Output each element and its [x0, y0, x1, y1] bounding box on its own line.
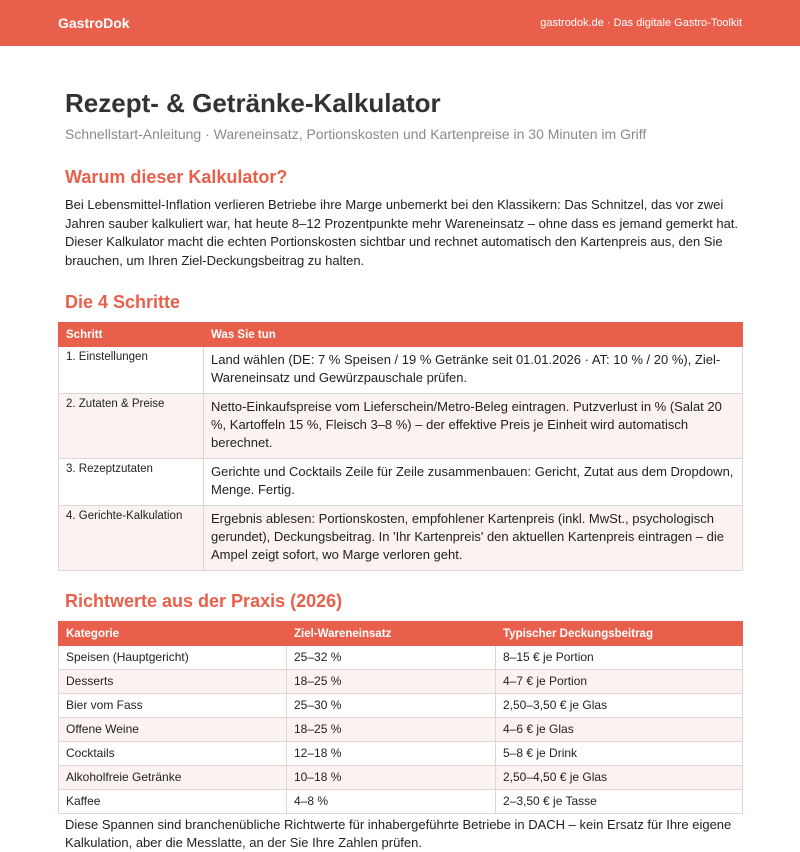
step-cell: 4. Gerichte-Kalkulation [59, 506, 204, 571]
section-heading-why: Warum dieser Kalkulator? [65, 167, 288, 187]
step-cell: 2. Zutaten & Preise [59, 394, 204, 459]
section-heading-reference: Richtwerte aus der Praxis (2026) [65, 591, 343, 611]
column-header-target: Ziel-Wareneinsatz [287, 622, 496, 646]
margin-cell: 4–7 € je Portion [496, 670, 743, 694]
reference-table-header [59, 622, 743, 646]
brand-logo[interactable]: GastroDok [58, 15, 130, 31]
step-cell: 3. Rezeptzutaten [59, 459, 204, 506]
column-header-step: Schritt [59, 323, 204, 347]
steps-table [58, 322, 743, 571]
target-cell: 4–8 % [287, 790, 496, 814]
target-cell: 25–30 % [287, 694, 496, 718]
category-cell: Cocktails [59, 742, 287, 766]
reference-footnote: Diese Spannen sind branchenübliche Richtwerte für inhabergeführte Betriebe in DACH – kein Ersatz für Ihre eigene Kalkulation, aber die Messlatte, an der Sie Ihre Zahlen prüfen. [65, 817, 732, 850]
category-cell: Kaffee [59, 790, 287, 814]
table-row [59, 742, 743, 766]
table-row [59, 459, 743, 506]
margin-cell: 2,50–4,50 € je Glas [496, 766, 743, 790]
step-description: Land wählen (DE: 7 % Speisen / 19 % Getränke seit 01.01.2026 · AT: 10 % / 20 %), Ziel-Wareneinsatz und Gewürzpauschale prüfen. [204, 347, 743, 394]
category-cell: Alkoholfreie Getränke [59, 766, 287, 790]
column-header-category: Kategorie [59, 622, 287, 646]
header-tagline: gastrodok.de · Das digitale Gastro-Toolkit [540, 17, 742, 29]
section-heading-steps: Die 4 Schritte [65, 292, 181, 312]
target-cell: 18–25 % [287, 670, 496, 694]
category-cell: Bier vom Fass [59, 694, 287, 718]
why-paragraph: Bei Lebensmittel-Inflation verlieren Betriebe ihre Marge unbemerkt bei den Klassikern: Das Schnitzel, das vor zwei Jahren sauber kalkuliert war, hat heute 8–12 Prozentpunkte mehr Wareneinsatz – ohne dass es jemand gemerkt hat. Dieser Kalkulator macht die echten Portionskosten sichtbar und rechnet automatisch den Kartenpreis aus, den Sie brauchen, um Ihren Ziel-Deckungsbeitrag zu halten. [65, 197, 739, 268]
margin-cell: 2–3,50 € je Tasse [496, 790, 743, 814]
column-header-action: Was Sie tun [204, 323, 743, 347]
category-cell: Desserts [59, 670, 287, 694]
table-row [59, 347, 743, 394]
steps-table-header [59, 323, 743, 347]
category-cell: Speisen (Hauptgericht) [59, 646, 287, 670]
table-row [59, 718, 743, 742]
step-description: Netto-Einkaufspreise vom Lieferschein/Metro-Beleg eintragen. Putzverlust in % (Salat 20 %, Kartoffeln 15 %, Fleisch 3–8 %) – der effektive Preis je Einheit wird automatisch berechnet. [204, 394, 743, 459]
table-row [59, 766, 743, 790]
table-row [59, 394, 743, 459]
page-title: Rezept- & Getränke-Kalkulator [65, 88, 441, 118]
margin-cell: 2,50–3,50 € je Glas [496, 694, 743, 718]
margin-cell: 8–15 € je Portion [496, 646, 743, 670]
target-cell: 18–25 % [287, 718, 496, 742]
main-content [0, 88, 800, 852]
reference-table [58, 621, 743, 814]
table-row [59, 694, 743, 718]
column-header-margin: Typischer Deckungsbeitrag [496, 622, 743, 646]
target-cell: 12–18 % [287, 742, 496, 766]
table-row [59, 646, 743, 670]
table-row [59, 670, 743, 694]
step-description: Ergebnis ablesen: Portionskosten, empfohlener Kartenpreis (inkl. MwSt., psychologisch gerundet), Deckungsbeitrag. In 'Ihr Kartenpreis' den aktuellen Kartenpreis eintragen – die Ampel zeigt sofort, wo Marge verloren geht. [204, 506, 743, 571]
table-row [59, 506, 743, 571]
margin-cell: 5–8 € je Drink [496, 742, 743, 766]
page-subtitle: Schnellstart-Anleitung · Wareneinsatz, Portionskosten und Kartenpreise in 30 Minuten im Griff [65, 126, 647, 142]
margin-cell: 4–6 € je Glas [496, 718, 743, 742]
table-row [59, 790, 743, 814]
category-cell: Offene Weine [59, 718, 287, 742]
target-cell: 10–18 % [287, 766, 496, 790]
target-cell: 25–32 % [287, 646, 496, 670]
top-bar [0, 0, 800, 46]
step-cell: 1. Einstellungen [59, 347, 204, 394]
step-description: Gerichte und Cocktails Zeile für Zeile zusammenbauen: Gericht, Zutat aus dem Dropdown, Menge. Fertig. [204, 459, 743, 506]
